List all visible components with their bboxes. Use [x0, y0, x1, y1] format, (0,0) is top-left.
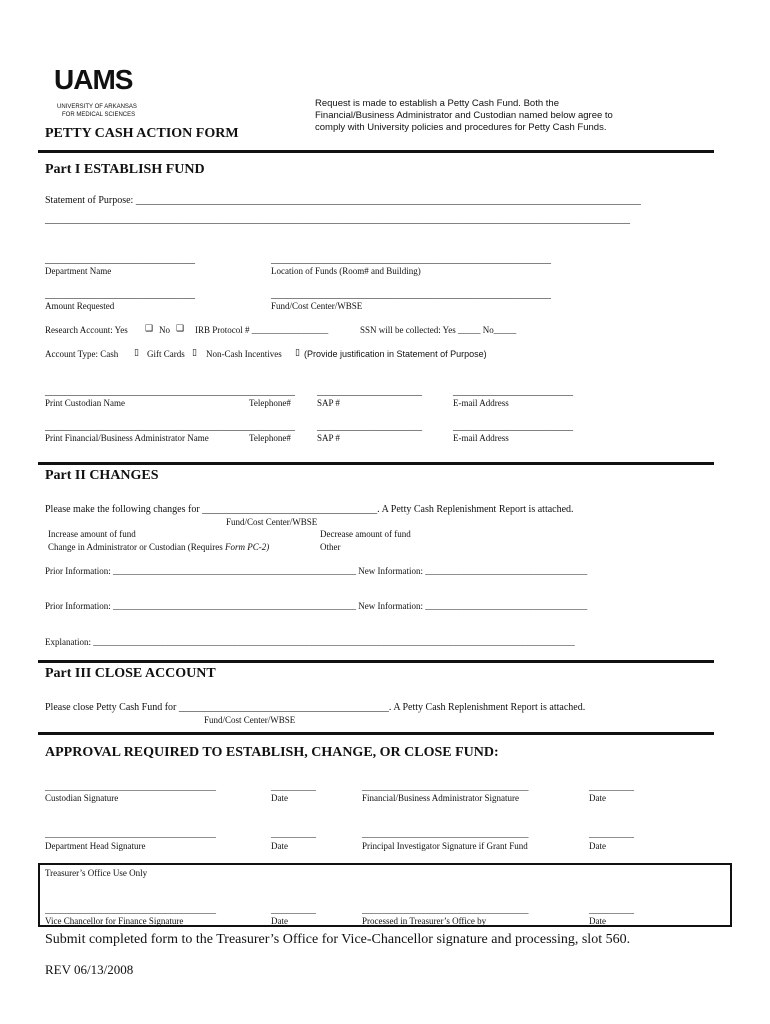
treasurer-use-label: Treasurer’s Office Use Only	[45, 868, 148, 878]
part3-heading: Part III CLOSE ACCOUNT	[45, 666, 216, 681]
gift-cards-label: Gift Cards	[147, 349, 185, 359]
part1-divider	[38, 462, 714, 465]
research-no-checkbox[interactable]: ❑	[176, 324, 185, 334]
account-type-label: Account Type: Cash	[45, 349, 119, 359]
change-admin-option[interactable]: Change in Administrator or Custodian (Requires Form PC-2)	[48, 542, 270, 552]
custodian-signature-field[interactable]: ______________________________________	[45, 782, 216, 792]
admin-name-label: Print Financial/Business Administrator Name	[45, 433, 209, 443]
custodian-signature-label: Custodian Signature	[45, 793, 119, 803]
logo-subtitle-1: UNIVERSITY OF ARKANSAS	[57, 104, 137, 110]
custodian-sap-field[interactable]: _____________________	[317, 386, 422, 397]
fin-admin-date-field[interactable]: __________	[589, 782, 634, 792]
prior-info-field-2[interactable]: Prior Information: ______________________________________________________ New Information: ____________________________________	[45, 601, 588, 611]
vc-signature-label: Vice Chancellor for Finance Signature	[45, 916, 184, 926]
increase-option[interactable]: Increase amount of fund	[48, 529, 136, 539]
dept-head-date-label: Date	[271, 841, 288, 851]
form-title: PETTY CASH ACTION FORM	[45, 126, 239, 141]
noncash-note: (Provide justification in Statement of Purpose)	[304, 349, 487, 359]
fin-admin-date-label: Date	[589, 793, 606, 803]
custodian-sap-label: SAP #	[317, 398, 340, 408]
pi-signature-label: Principal Investigator Signature if Grant Fund	[362, 841, 528, 851]
part2-heading: Part II CHANGES	[45, 468, 159, 483]
vc-signature-field[interactable]: ______________________________________	[45, 905, 216, 915]
noncash-checkbox[interactable]: ▯	[295, 348, 300, 358]
admin-sap-label: SAP #	[317, 433, 340, 443]
location-label: Location of Funds (Room# and Building)	[271, 266, 421, 276]
admin-sap-field[interactable]: _____________________	[317, 421, 422, 432]
fin-admin-signature-label: Financial/Business Administrator Signature	[362, 793, 519, 803]
logo-subtitle-2: FOR MEDICAL SCIENCES	[62, 112, 136, 118]
pi-date-field[interactable]: __________	[589, 829, 634, 839]
purpose-field-line2[interactable]: _____________________________________________________________________________________________________________________	[45, 214, 630, 225]
noncash-label: Non-Cash Incentives	[206, 349, 282, 359]
custodian-email-field[interactable]: ________________________	[453, 386, 573, 397]
research-no-label: No	[159, 325, 170, 335]
admin-email-field[interactable]: ________________________	[453, 421, 573, 432]
changes-fund-caption: Fund/Cost Center/WBSE	[226, 517, 318, 527]
fund-field[interactable]: ________________________________________________________	[271, 289, 551, 300]
gift-cards-checkbox[interactable]: ▯	[192, 348, 197, 358]
other-option[interactable]: Other	[320, 542, 341, 552]
submit-instructions: Submit completed form to the Treasurer’s Office for Vice-Chancellor signature and processing, slot 560.	[45, 932, 631, 947]
fin-admin-signature-field[interactable]: _____________________________________	[362, 782, 529, 792]
close-fund-field[interactable]: Please close Petty Cash Fund for __________________________________________. A Petty Cash Replenishment Report is attached.	[45, 702, 586, 713]
irb-protocol-field[interactable]: IRB Protocol # _________________	[195, 325, 329, 335]
dept-head-date-field[interactable]: __________	[271, 829, 316, 839]
dept-name-label: Department Name	[45, 266, 112, 276]
admin-name-field[interactable]: __________________________________________________	[45, 421, 295, 432]
approval-heading: APPROVAL REQUIRED TO ESTABLISH, CHANGE, OR CLOSE FUND:	[45, 745, 499, 760]
custodian-name-field[interactable]: __________________________________________________	[45, 386, 295, 397]
admin-email-label: E-mail Address	[453, 433, 509, 443]
changes-fund-field[interactable]: Please make the following changes for ___________________________________. A Petty Cash Replenishment Report is attached.	[45, 504, 574, 515]
custodian-email-label: E-mail Address	[453, 398, 509, 408]
intro-line-3: comply with University policies and procedures for Petty Cash Funds.	[315, 122, 607, 133]
processed-date-label: Date	[589, 916, 606, 926]
dept-name-field[interactable]: ______________________________	[45, 254, 195, 265]
purpose-field[interactable]: Statement of Purpose: _____________________________________________________________________________________________________	[45, 195, 641, 206]
vc-date-field[interactable]: __________	[271, 905, 316, 915]
intro-line-1: Request is made to establish a Petty Cash Fund. Both the	[315, 98, 559, 109]
pi-signature-field[interactable]: _____________________________________	[362, 829, 529, 839]
uams-logo: UAMS	[54, 64, 133, 95]
dept-head-signature-label: Department Head Signature	[45, 841, 146, 851]
prior-info-field-1[interactable]: Prior Information: ______________________________________________________ New Information: ____________________________________	[45, 566, 588, 576]
intro-line-2: Financial/Business Administrator and Custodian named below agree to	[315, 110, 613, 121]
amount-field[interactable]: ______________________________	[45, 289, 195, 300]
fund-label: Fund/Cost Center/WBSE	[271, 301, 363, 311]
close-fund-caption: Fund/Cost Center/WBSE	[204, 715, 296, 725]
cash-checkbox[interactable]: ▯	[134, 348, 139, 358]
vc-date-label: Date	[271, 916, 288, 926]
pi-date-label: Date	[589, 841, 606, 851]
part3-divider	[38, 732, 714, 735]
revision-date: REV 06/13/2008	[45, 962, 134, 977]
research-yes-checkbox[interactable]: ❑	[145, 324, 154, 334]
custodian-date-field[interactable]: __________	[271, 782, 316, 792]
processed-by-field[interactable]: _____________________________________	[362, 905, 529, 915]
amount-label: Amount Requested	[45, 301, 115, 311]
location-field[interactable]: ________________________________________________________	[271, 254, 551, 265]
custodian-phone-label: Telephone#	[249, 398, 291, 408]
admin-phone-label: Telephone#	[249, 433, 291, 443]
processed-date-field[interactable]: __________	[589, 905, 634, 915]
part2-divider	[38, 660, 714, 663]
dept-head-signature-field[interactable]: ______________________________________	[45, 829, 216, 839]
part1-heading: Part I ESTABLISH FUND	[45, 162, 205, 177]
ssn-field[interactable]: SSN will be collected: Yes _____ No_____	[360, 325, 517, 335]
decrease-option[interactable]: Decrease amount of fund	[320, 529, 411, 539]
custodian-date-label: Date	[271, 793, 288, 803]
research-account-label: Research Account: Yes	[45, 325, 128, 335]
explanation-field[interactable]: Explanation: ___________________________________________________________________________________________________________	[45, 637, 575, 647]
processed-by-label: Processed in Treasurer’s Office by	[362, 916, 487, 926]
custodian-name-label: Print Custodian Name	[45, 398, 125, 408]
header-divider	[38, 150, 714, 153]
